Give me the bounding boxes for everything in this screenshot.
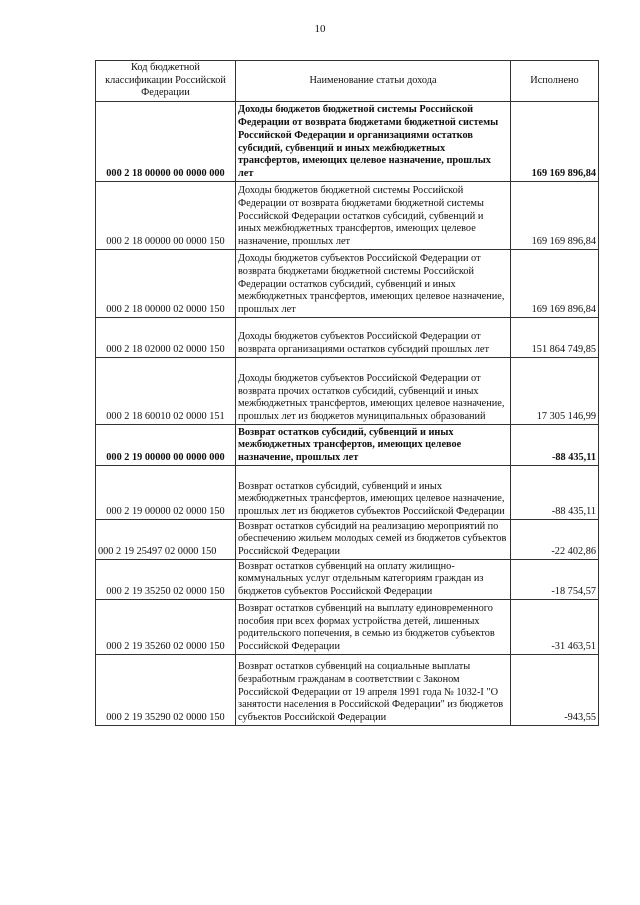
revenue-item-name: Доходы бюджетов субъектов Российской Федерации от возврата бюджетами бюджетной системы Российской Федерации остатков субсидий, субвенций и иных межбюджетных трансфертов, имеющих целевое назначение, прошлых лет bbox=[236, 250, 511, 318]
executed-amount: 151 864 749,85 bbox=[511, 318, 599, 358]
table-header-row bbox=[96, 61, 599, 102]
table-row bbox=[96, 318, 599, 358]
revenue-item-name: Доходы бюджетов субъектов Российской Федерации от возврата прочих остатков субсидий, субвенций и иных межбюджетных трансфертов, имеющих целевое назначение, прошлых лет из бюджетов муниципальных образований bbox=[236, 358, 511, 425]
executed-amount: -31 463,51 bbox=[511, 600, 599, 655]
revenue-item-name: Возврат остатков субсидий, субвенций и иных межбюджетных трансфертов, имеющих целевое назначение, прошлых лет bbox=[236, 425, 511, 466]
budget-code: 000 2 19 25497 02 0000 150 bbox=[96, 520, 236, 560]
revenue-item-name: Возврат остатков субсидий на реализацию мероприятий по обеспечению жильем молодых семей из бюджетов субъектов Российской Федерации bbox=[236, 520, 511, 560]
table-row bbox=[96, 520, 599, 560]
table-row bbox=[96, 425, 599, 466]
budget-code: 000 2 19 00000 00 0000 000 bbox=[96, 425, 236, 466]
budget-code: 000 2 18 00000 00 0000 150 bbox=[96, 182, 236, 250]
table-row bbox=[96, 600, 599, 655]
executed-amount: 169 169 896,84 bbox=[511, 182, 599, 250]
revenue-item-name: Возврат остатков субвенций на социальные выплаты безработным гражданам в соответствии с Законом Российской Федерации от 19 апреля 1991 года № 1032-I "О занятости населения в Российской Федерации" из бюджетов субъектов Российской Федерации bbox=[236, 655, 511, 726]
table-row bbox=[96, 250, 599, 318]
executed-amount: -22 402,86 bbox=[511, 520, 599, 560]
revenue-item-name: Возврат остатков субсидий, субвенций и иных межбюджетных трансфертов, имеющих целевое назначение, прошлых лет из бюджетов субъектов Российской Федерации bbox=[236, 466, 511, 520]
revenue-item-name: Доходы бюджетов субъектов Российской Федерации от возврата организациями остатков субсидий прошлых лет bbox=[236, 318, 511, 358]
executed-amount: 169 169 896,84 bbox=[511, 250, 599, 318]
executed-amount: 17 305 146,99 bbox=[511, 358, 599, 425]
table-row bbox=[96, 182, 599, 250]
budget-code: 000 2 18 00000 02 0000 150 bbox=[96, 250, 236, 318]
page-number: 10 bbox=[314, 23, 326, 35]
header-executed: Исполнено bbox=[511, 61, 599, 102]
budget-code: 000 2 18 60010 02 0000 151 bbox=[96, 358, 236, 425]
table-row bbox=[96, 655, 599, 726]
budget-code: 000 2 19 35260 02 0000 150 bbox=[96, 600, 236, 655]
executed-amount: -88 435,11 bbox=[511, 425, 599, 466]
executed-amount: -88 435,11 bbox=[511, 466, 599, 520]
revenue-item-name: Доходы бюджетов бюджетной системы Российской Федерации от возврата бюджетами бюджетной системы Российской Федерации и организациями остатков субсидий, субвенций и иных межбюджетных трансфертов, имеющих целевое назначение, прошлых лет bbox=[236, 102, 511, 182]
revenue-item-name: Доходы бюджетов бюджетной системы Российской Федерации от возврата бюджетами бюджетной системы Российской Федерации остатков субсидий, субвенций и иных межбюджетных трансфертов, имеющих целевое назначение, прошлых лет bbox=[236, 182, 511, 250]
table-row bbox=[96, 102, 599, 182]
executed-amount: -18 754,57 bbox=[511, 560, 599, 600]
revenue-item-name: Возврат остатков субвенций на выплату единовременного пособия при всех формах устройства детей, лишенных родительского попечения, в семью из бюджетов субъектов Российской Федерации bbox=[236, 600, 511, 655]
executed-amount: -943,55 bbox=[511, 655, 599, 726]
revenue-table bbox=[95, 60, 599, 726]
table-row bbox=[96, 358, 599, 425]
table-row bbox=[96, 560, 599, 600]
budget-code: 000 2 19 00000 02 0000 150 bbox=[96, 466, 236, 520]
executed-amount: 169 169 896,84 bbox=[511, 102, 599, 182]
budget-code: 000 2 19 35290 02 0000 150 bbox=[96, 655, 236, 726]
header-name: Наименование статьи дохода bbox=[236, 61, 511, 102]
budget-code: 000 2 18 02000 02 0000 150 bbox=[96, 318, 236, 358]
table-row bbox=[96, 466, 599, 520]
revenue-item-name: Возврат остатков субвенций на оплату жилищно-коммунальных услуг отдельным категориям граждан из бюджетов субъектов Российской Федерации bbox=[236, 560, 511, 600]
budget-code: 000 2 18 00000 00 0000 000 bbox=[96, 102, 236, 182]
header-code: Код бюджетной классификации Российской Федерации bbox=[96, 61, 236, 102]
budget-code: 000 2 19 35250 02 0000 150 bbox=[96, 560, 236, 600]
